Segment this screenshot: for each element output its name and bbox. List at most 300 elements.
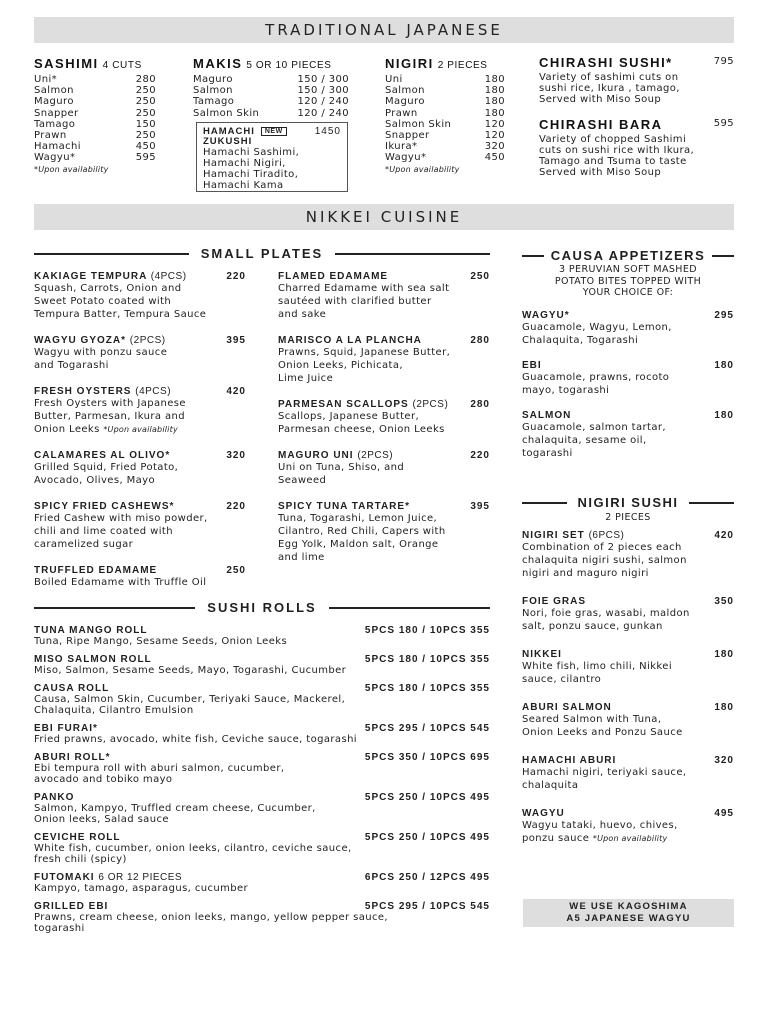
item-price: 150 / 300 bbox=[297, 85, 349, 97]
menu-item-name: CALAMARES AL OLIVO* bbox=[34, 450, 171, 461]
description-line: Prawns, Squid, Japanese Butter, bbox=[278, 347, 451, 358]
description-line: Fried Cashew with miso powder, bbox=[34, 513, 208, 524]
description-line: cuts on sushi rice with Ikura, bbox=[539, 145, 695, 156]
menu-item bbox=[278, 399, 490, 436]
menu-item-header bbox=[522, 808, 734, 819]
menu-item-header bbox=[522, 310, 734, 321]
description-line: Onion Leeks *Upon availability bbox=[34, 424, 178, 435]
item-name: Salmon bbox=[193, 85, 233, 97]
description-line: YOUR CHOICE OF: bbox=[582, 287, 674, 298]
menu-item-price: 180 bbox=[714, 702, 734, 713]
makis-section bbox=[193, 56, 349, 191]
description-line: Fresh Oysters with Japanese bbox=[34, 398, 186, 409]
price-row bbox=[193, 85, 349, 96]
price-row bbox=[385, 108, 505, 119]
sashimi-note: *Upon availability bbox=[34, 164, 109, 174]
menu-item-header bbox=[34, 752, 490, 763]
menu-item-price: 250 bbox=[226, 565, 246, 576]
description-line: Guacamole, prawns, rocoto bbox=[522, 372, 670, 383]
item-name: Maguro bbox=[193, 74, 233, 85]
price-row bbox=[385, 96, 505, 107]
menu-item bbox=[522, 410, 734, 460]
menu-item-description bbox=[522, 819, 734, 845]
menu-item-price: 320 bbox=[226, 450, 246, 461]
menu-item-name: PARMESAN SCALLOPS (2PCS) bbox=[278, 399, 449, 410]
menu-item bbox=[34, 723, 490, 745]
description-line: Charred Edamame with sea salt bbox=[278, 283, 450, 294]
price-row bbox=[34, 108, 156, 119]
price-row bbox=[34, 85, 156, 96]
menu-item-description bbox=[34, 665, 490, 676]
description-line: POTATO BITES TOPPED WITH bbox=[554, 275, 702, 287]
menu-item-price: 5PCS 250 / 10PCS 495 bbox=[364, 792, 490, 803]
menu-item-description bbox=[278, 282, 490, 321]
causa-header: CAUSA APPETIZERS bbox=[522, 248, 734, 263]
menu-item bbox=[34, 271, 246, 321]
description-line: Squash, Carrots, Onion and bbox=[34, 283, 182, 294]
item-name: Salmon bbox=[385, 85, 425, 97]
description-line: sauce, cilantro bbox=[522, 674, 602, 685]
menu-item-price: 220 bbox=[470, 450, 490, 461]
menu-item-name: KAKIAGE TEMPURA (4PCS) bbox=[34, 271, 187, 282]
item-name: Prawn bbox=[385, 107, 418, 119]
price-row bbox=[34, 141, 156, 152]
nigiri-sushi-intro: 2 PIECES bbox=[605, 512, 651, 523]
menu-item-name: MAGURO UNI (2PCS) bbox=[278, 450, 394, 461]
menu-item-description bbox=[522, 766, 734, 792]
menu-item-name: MISO SALMON ROLL bbox=[34, 654, 152, 665]
item-name: Salmon bbox=[34, 85, 74, 97]
small-plates-right bbox=[278, 271, 490, 578]
menu-item-price: 320 bbox=[714, 755, 734, 766]
price-row bbox=[385, 152, 505, 163]
menu-item-quantity: (6PCS) bbox=[588, 530, 625, 541]
description-line: Wagyu tataki, huevo, chives, bbox=[522, 820, 678, 831]
menu-item-price: 495 bbox=[714, 808, 734, 819]
menu-item bbox=[522, 596, 734, 633]
item-name: Ikura* bbox=[385, 141, 418, 153]
item-name: Salmon Skin bbox=[193, 107, 260, 119]
hamachi-title1: HAMACHI bbox=[203, 126, 255, 137]
price-row bbox=[385, 119, 505, 130]
menu-item-price: 5PCS 295 / 10PCS 545 bbox=[364, 901, 490, 912]
item-price: 250 bbox=[135, 85, 156, 97]
description-line: Miso, Salmon, Sesame Seeds, Mayo, Togarashi, Cucumber bbox=[34, 665, 347, 676]
item-price: 450 bbox=[484, 152, 505, 164]
description-line: Boiled Edamame with Truffle Oil bbox=[34, 577, 207, 588]
description-line: Hamachi nigiri, teriyaki sauce, bbox=[522, 767, 687, 778]
menu-item-description bbox=[522, 371, 734, 397]
sushi-rolls-header: SUSHI ROLLS bbox=[34, 600, 490, 615]
description-line: nigiri and maguro nigiri bbox=[522, 568, 649, 579]
description-line: Tempura Batter, Tempura Sauce bbox=[34, 309, 207, 320]
menu-item-name: NIGIRI SET (6PCS) bbox=[522, 530, 625, 541]
menu-item-name: WAGYU* bbox=[522, 310, 570, 321]
description-line: Cilantro, Red Chili, Capers with bbox=[278, 526, 446, 537]
menu-item-price: 5PCS 295 / 10PCS 545 bbox=[364, 723, 490, 734]
menu-item-name: ABURI SALMON bbox=[522, 702, 612, 713]
menu-item-description bbox=[34, 282, 246, 321]
price-row bbox=[34, 130, 156, 141]
description-line: Guacamole, Wagyu, Lemon, bbox=[522, 322, 672, 333]
menu-item-header bbox=[34, 654, 490, 665]
chirashi-bara-section bbox=[539, 117, 734, 178]
description-line: Variety of sashimi cuts on bbox=[539, 72, 679, 83]
description-line: Egg Yolk, Maldon salt, Orange bbox=[278, 539, 439, 550]
menu-item-name: PANKO bbox=[34, 792, 75, 803]
description-line: Hamachi Sashimi, bbox=[203, 147, 300, 158]
menu-item-price: 5PCS 350 / 10PCS 695 bbox=[364, 752, 490, 763]
description-line: togarashi bbox=[522, 448, 573, 459]
item-price: 280 bbox=[135, 74, 156, 85]
menu-item-description bbox=[34, 763, 490, 785]
menu-item-price: 180 bbox=[714, 649, 734, 660]
menu-item-name: SPICY FRIED CASHEWS* bbox=[34, 501, 175, 512]
menu-item-header bbox=[522, 702, 734, 713]
banner-traditional-japanese: TRADITIONAL JAPANESE bbox=[34, 17, 734, 43]
description-line: sushi rice, Ikura , tamago, bbox=[539, 83, 680, 94]
description-line: Grilled Squid, Fried Potato, bbox=[34, 462, 179, 473]
hamachi-title2: ZUKUSHI bbox=[203, 136, 253, 147]
menu-item-price: 350 bbox=[714, 596, 734, 607]
menu-item bbox=[34, 832, 490, 865]
menu-item-description bbox=[34, 912, 490, 934]
description-line: Guacamole, salmon tartar, bbox=[522, 422, 666, 433]
description-line: and sake bbox=[278, 309, 327, 320]
menu-item-price: 295 bbox=[714, 310, 734, 321]
nigiri-note: *Upon availability bbox=[385, 164, 460, 174]
menu-item-header bbox=[522, 755, 734, 766]
menu-item-name: TUNA MANGO ROLL bbox=[34, 625, 148, 636]
menu-item-description bbox=[522, 607, 734, 633]
menu-item-name: TRUFFLED EDAMAME bbox=[34, 565, 158, 576]
menu-item bbox=[34, 565, 246, 589]
menu-item-description bbox=[34, 576, 246, 589]
description-line: WE USE KAGOSHIMA bbox=[569, 901, 688, 912]
menu-item-header bbox=[278, 335, 490, 346]
menu-item bbox=[34, 683, 490, 716]
menu-item-name: FLAMED EDAMAME bbox=[278, 271, 389, 282]
item-price: 450 bbox=[135, 141, 156, 153]
menu-item-price: 5PCS 180 / 10PCS 355 bbox=[364, 625, 490, 636]
menu-item-header bbox=[34, 792, 490, 803]
menu-item bbox=[34, 792, 490, 825]
description-line: Seaweed bbox=[278, 475, 327, 486]
description-line: Served with Miso Soup bbox=[539, 94, 662, 105]
menu-item-name: EBI bbox=[522, 360, 542, 371]
menu-item bbox=[34, 386, 246, 436]
menu-item-price: 280 bbox=[470, 399, 490, 410]
description-line: caramelized sugar bbox=[34, 539, 134, 550]
menu-item-header bbox=[34, 832, 490, 843]
menu-item bbox=[522, 808, 734, 845]
menu-item-description bbox=[34, 636, 490, 647]
price-row bbox=[34, 74, 156, 85]
menu-item-price: 220 bbox=[226, 271, 246, 282]
menu-item-name: WAGYU bbox=[522, 808, 565, 819]
item-name: Salmon Skin bbox=[385, 118, 452, 130]
item-name: Maguro bbox=[34, 96, 74, 108]
menu-item-header bbox=[34, 872, 490, 883]
menu-item-price: 395 bbox=[470, 501, 490, 512]
item-name: Tamago bbox=[193, 96, 235, 108]
menu-item-price: 5PCS 180 / 10PCS 355 bbox=[364, 654, 490, 665]
item-price: 180 bbox=[484, 96, 505, 108]
menu-item-price: 5PCS 250 / 10PCS 495 bbox=[364, 832, 490, 843]
divider-line bbox=[522, 255, 544, 257]
menu-item-description bbox=[34, 694, 490, 716]
chirashi-bara-title: CHIRASHI BARA bbox=[539, 117, 663, 132]
description-line: Sweet Potato coated with bbox=[34, 296, 172, 307]
small-plates-left bbox=[34, 271, 246, 603]
price-row bbox=[193, 74, 349, 85]
menu-item-header bbox=[34, 625, 490, 636]
menu-item-price: 6PCS 250 / 12PCS 495 bbox=[364, 872, 490, 883]
description-line: Scallops, Japanese Butter, bbox=[278, 411, 420, 422]
nigiri-list bbox=[385, 74, 505, 164]
divider-line bbox=[522, 502, 567, 504]
menu-item-description bbox=[278, 346, 490, 385]
description-line: and Togarashi bbox=[34, 360, 109, 371]
description-line: chalaquita, sesame oil, bbox=[522, 435, 647, 446]
menu-item-description bbox=[522, 421, 734, 460]
price-row bbox=[193, 96, 349, 107]
menu-item-name: MARISCO A LA PLANCHA bbox=[278, 335, 422, 346]
item-price: 180 bbox=[484, 85, 505, 97]
causa-intro bbox=[522, 264, 734, 299]
description-line: Tuna, Togarashi, Lemon Juice, bbox=[278, 513, 438, 524]
menu-item-name: GRILLED EBI bbox=[34, 901, 109, 912]
description-line: Onion Leeks and Ponzu Sauce bbox=[522, 727, 683, 738]
menu-item-description bbox=[34, 734, 490, 745]
menu-item-header bbox=[278, 450, 490, 461]
menu-item-quantity: (2PCS) bbox=[129, 335, 166, 346]
makis-title: MAKIS 5 OR 10 PIECES bbox=[193, 56, 332, 71]
menu-item-name: SALMON bbox=[522, 410, 572, 421]
menu-item-description bbox=[522, 660, 734, 686]
item-price: 180 bbox=[484, 74, 505, 85]
item-price: 250 bbox=[135, 107, 156, 119]
menu-item bbox=[34, 654, 490, 676]
menu-item-header bbox=[34, 335, 246, 346]
description-line: A5 JAPANESE WAGYU bbox=[566, 913, 691, 924]
item-price: 595 bbox=[135, 152, 156, 164]
description-line: chalaquita bbox=[522, 780, 579, 791]
menu-item-name: SPICY TUNA TARTARE* bbox=[278, 501, 410, 512]
menu-item bbox=[522, 360, 734, 397]
item-price: 320 bbox=[484, 141, 505, 153]
item-name: Snapper bbox=[385, 130, 430, 142]
description-line: Tamago and Tsuma to taste bbox=[539, 156, 687, 167]
menu-item-price: 395 bbox=[226, 335, 246, 346]
chirashi-sushi-section bbox=[539, 55, 734, 105]
menu-item-description bbox=[34, 883, 490, 894]
menu-item bbox=[34, 901, 490, 934]
new-badge: NEW bbox=[261, 127, 287, 136]
divider-line bbox=[712, 255, 734, 257]
item-price: 150 / 300 bbox=[297, 74, 349, 85]
chirashi-sushi-title: CHIRASHI SUSHI* bbox=[539, 55, 673, 70]
menu-item-header bbox=[522, 410, 734, 421]
menu-item-description bbox=[522, 321, 734, 347]
description-line: salt, ponzu sauce, gunkan bbox=[522, 621, 663, 632]
price-row bbox=[385, 130, 505, 141]
nigiri-section bbox=[385, 56, 505, 174]
description-line: Causa, Salmon Skin, Cucumber, Teriyaki Sauce, Mackerel, bbox=[34, 694, 346, 705]
menu-item-price: 180 bbox=[714, 410, 734, 421]
chirashi-sushi-description bbox=[539, 72, 734, 105]
menu-item-name: ABURI ROLL* bbox=[34, 752, 111, 763]
menu-item-description bbox=[34, 346, 246, 372]
menu-item-header bbox=[34, 501, 246, 512]
menu-item-header bbox=[278, 399, 490, 410]
divider-line bbox=[329, 607, 490, 609]
menu-item bbox=[522, 702, 734, 739]
item-price: 250 bbox=[135, 96, 156, 108]
item-name: Hamachi bbox=[34, 141, 81, 153]
description-line: Butter, Parmesan, Ikura and bbox=[34, 411, 186, 422]
item-price: 150 bbox=[135, 118, 156, 130]
description-line: Prawns, cream cheese, onion leeks, mango, yellow pepper sauce, bbox=[34, 912, 389, 923]
description-line: 3 PERUVIAN SOFT MASHED bbox=[559, 264, 697, 275]
menu-item bbox=[278, 271, 490, 321]
menu-item-price: 420 bbox=[714, 530, 734, 541]
description-line: Avocado, Olives, Mayo bbox=[34, 475, 155, 486]
description-line: Parmesan cheese, Onion Leeks bbox=[278, 424, 445, 435]
menu-item-header bbox=[522, 649, 734, 660]
small-plates-header: SMALL PLATES bbox=[34, 246, 490, 261]
price-row bbox=[34, 152, 156, 163]
menu-item-description bbox=[522, 713, 734, 739]
menu-item bbox=[522, 310, 734, 347]
menu-item-header bbox=[34, 723, 490, 734]
menu-item-description bbox=[278, 461, 490, 487]
menu-item-price: 180 bbox=[714, 360, 734, 371]
menu-item-quantity: 6 OR 12 PIECES bbox=[98, 872, 183, 883]
description-line: Combination of 2 pieces each bbox=[522, 542, 682, 553]
menu-item-quantity: (4PCS) bbox=[135, 386, 172, 397]
menu-item-name: EBI FURAI* bbox=[34, 723, 98, 734]
item-price: 120 / 240 bbox=[297, 96, 349, 108]
item-name: Wagyu* bbox=[385, 152, 427, 164]
menu-item-name: CAUSA ROLL bbox=[34, 683, 110, 694]
menu-item-name: NIKKEI bbox=[522, 649, 562, 660]
menu-item bbox=[278, 335, 490, 385]
description-line: Hamachi Kama bbox=[203, 180, 284, 191]
menu-item-description bbox=[34, 843, 490, 865]
chirashi-sushi-price: 795 bbox=[713, 56, 734, 67]
nigiri-sushi-list bbox=[522, 530, 734, 861]
item-name: Wagyu* bbox=[34, 152, 76, 164]
menu-item bbox=[278, 501, 490, 564]
description-line: mayo, togarashi bbox=[522, 385, 610, 396]
description-line: Onion Leeks, Pichicata, bbox=[278, 360, 403, 371]
price-row bbox=[193, 108, 349, 119]
menu-item-description bbox=[278, 512, 490, 564]
description-line: Chalaquita, Cilantro Emulsion bbox=[34, 705, 194, 716]
item-name: Uni* bbox=[34, 74, 58, 85]
wagyu-info-box bbox=[523, 899, 734, 927]
divider-line bbox=[34, 253, 189, 255]
menu-item-header bbox=[278, 271, 490, 282]
menu-item-description bbox=[278, 410, 490, 436]
menu-item-price: 5PCS 180 / 10PCS 355 bbox=[364, 683, 490, 694]
item-price: 120 bbox=[484, 130, 505, 142]
price-row bbox=[385, 141, 505, 152]
description-line: Fried prawns, avocado, white fish, Ceviche sauce, togarashi bbox=[34, 734, 357, 745]
item-price: 120 / 240 bbox=[297, 107, 349, 119]
description-line: Wagyu with ponzu sauce bbox=[34, 347, 168, 358]
menu-item-name: HAMACHI ABURI bbox=[522, 755, 617, 766]
description-line: Seared Salmon with Tuna, bbox=[522, 714, 662, 725]
price-row bbox=[385, 74, 505, 85]
menu-item-quantity: (4PCS) bbox=[150, 271, 187, 282]
description-line: chili and lime coated with bbox=[34, 526, 173, 537]
menu-item bbox=[522, 649, 734, 686]
item-name: Snapper bbox=[34, 107, 79, 119]
divider-line bbox=[335, 253, 490, 255]
menu-item bbox=[34, 752, 490, 785]
menu-item-description bbox=[34, 512, 246, 551]
menu-item-description bbox=[34, 803, 490, 825]
menu-item-description bbox=[34, 461, 246, 487]
menu-item-description bbox=[522, 541, 734, 580]
item-name: Maguro bbox=[385, 96, 425, 108]
menu-item-quantity: (2PCS) bbox=[357, 450, 394, 461]
description-line: White fish, cucumber, onion leeks, cilantro, ceviche sauce, bbox=[34, 843, 352, 854]
menu-item bbox=[522, 530, 734, 580]
description-line: Variety of chopped Sashimi bbox=[539, 134, 687, 145]
price-row bbox=[34, 96, 156, 107]
menu-item-header bbox=[278, 501, 490, 512]
description-line: Lime Juice bbox=[278, 373, 334, 384]
menu-item-header bbox=[34, 565, 246, 576]
item-name: Prawn bbox=[34, 130, 67, 142]
description-line: Uni on Tuna, Shiso, and bbox=[278, 462, 405, 473]
hamachi-zukushi-box bbox=[196, 122, 348, 192]
menu-item-name: CEVICHE ROLL bbox=[34, 832, 121, 843]
divider-line bbox=[689, 502, 734, 504]
menu-item bbox=[34, 625, 490, 647]
makis-list bbox=[193, 74, 349, 119]
item-price: 250 bbox=[135, 130, 156, 142]
description-line: chalaquita nigiri sushi, salmon bbox=[522, 555, 687, 566]
menu-item-description bbox=[34, 397, 246, 436]
description-line: Onion leeks, Salad sauce bbox=[34, 814, 169, 825]
chirashi-bara-price: 595 bbox=[713, 118, 734, 129]
menu-item-quantity: (2PCS) bbox=[412, 399, 449, 410]
menu-item bbox=[34, 872, 490, 894]
menu-item-header bbox=[34, 450, 246, 461]
item-price: 180 bbox=[484, 107, 505, 119]
price-row bbox=[385, 85, 505, 96]
menu-item-header bbox=[522, 530, 734, 541]
hamachi-description bbox=[203, 147, 341, 191]
description-line: togarashi bbox=[34, 923, 85, 934]
description-line: Chalaquita, Togarashi bbox=[522, 335, 639, 346]
menu-item-name: FRESH OYSTERS (4PCS) bbox=[34, 386, 172, 397]
description-line: Served with Miso Soup bbox=[539, 167, 662, 178]
description-line: and lime bbox=[278, 552, 325, 563]
availability-note: *Upon availability bbox=[592, 834, 668, 843]
menu-item-header bbox=[34, 901, 490, 912]
causa-list bbox=[522, 310, 734, 473]
chirashi-bara-description bbox=[539, 134, 734, 178]
menu-item bbox=[34, 335, 246, 372]
menu-item-header bbox=[34, 683, 490, 694]
description-line: Ebi tempura roll with aburi salmon, cucumber, bbox=[34, 763, 285, 774]
menu-item-name: FUTOMAKI 6 OR 12 PIECES bbox=[34, 872, 183, 883]
